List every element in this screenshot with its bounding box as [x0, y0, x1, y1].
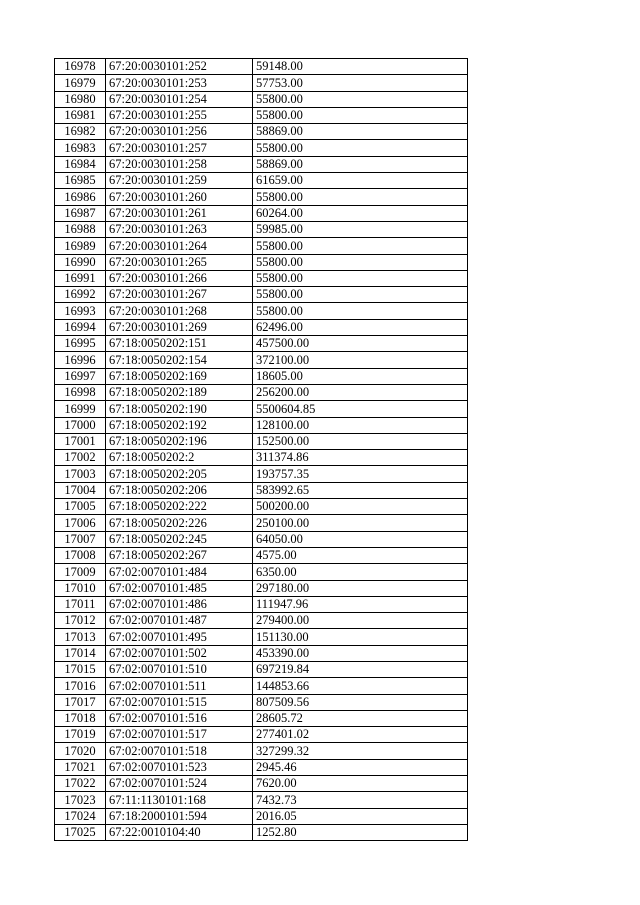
value-cell: 2945.46	[253, 759, 468, 775]
value-cell: 277401.02	[253, 727, 468, 743]
cadastral-number-cell: 67:20:0030101:259	[106, 173, 253, 189]
cadastral-number-cell: 67:20:0030101:260	[106, 189, 253, 205]
table-row	[55, 352, 468, 368]
table-row	[55, 710, 468, 726]
cadastral-number-cell: 67:20:0030101:254	[106, 91, 253, 107]
value-cell: 111947.96	[253, 596, 468, 612]
cadastral-number-cell: 67:18:0050202:267	[106, 547, 253, 563]
cadastral-number-cell: 67:20:0030101:252	[106, 59, 253, 75]
row-number-cell: 16998	[55, 384, 106, 400]
table-row	[55, 205, 468, 221]
cadastral-number-cell: 67:20:0030101:268	[106, 303, 253, 319]
value-cell: 62496.00	[253, 319, 468, 335]
table-row	[55, 270, 468, 286]
row-number-cell: 17004	[55, 482, 106, 498]
table-row	[55, 776, 468, 792]
cadastral-number-cell: 67:20:0030101:264	[106, 238, 253, 254]
cadastral-number-cell: 67:02:0070101:487	[106, 613, 253, 629]
value-cell: 55800.00	[253, 254, 468, 270]
cadastral-number-cell: 67:02:0070101:502	[106, 645, 253, 661]
row-number-cell: 16980	[55, 91, 106, 107]
cadastral-number-cell: 67:20:0030101:258	[106, 156, 253, 172]
cadastral-number-cell: 67:02:0070101:495	[106, 629, 253, 645]
cadastral-number-cell: 67:02:0070101:517	[106, 727, 253, 743]
cadastral-number-cell: 67:18:0050202:169	[106, 368, 253, 384]
value-cell: 64050.00	[253, 531, 468, 547]
row-number-cell: 16982	[55, 124, 106, 140]
value-cell: 55800.00	[253, 270, 468, 286]
table-row	[55, 450, 468, 466]
row-number-cell: 17007	[55, 531, 106, 547]
row-number-cell: 16978	[55, 59, 106, 75]
value-cell: 7620.00	[253, 776, 468, 792]
row-number-cell: 17000	[55, 417, 106, 433]
value-cell: 297180.00	[253, 580, 468, 596]
row-number-cell: 17010	[55, 580, 106, 596]
cadastral-number-cell: 67:20:0030101:267	[106, 287, 253, 303]
cadastral-number-cell: 67:02:0070101:511	[106, 678, 253, 694]
row-number-cell: 17017	[55, 694, 106, 710]
cadastral-number-cell: 67:20:0030101:269	[106, 319, 253, 335]
value-cell: 58869.00	[253, 124, 468, 140]
value-cell: 807509.56	[253, 694, 468, 710]
value-cell: 7432.73	[253, 792, 468, 808]
row-number-cell: 17022	[55, 776, 106, 792]
cadastral-number-cell: 67:02:0070101:486	[106, 596, 253, 612]
cadastral-number-cell: 67:22:0010104:40	[106, 824, 253, 840]
row-number-cell: 17025	[55, 824, 106, 840]
value-cell: 60264.00	[253, 205, 468, 221]
value-cell: 57753.00	[253, 75, 468, 91]
row-number-cell: 16984	[55, 156, 106, 172]
value-cell: 55800.00	[253, 303, 468, 319]
table-row	[55, 59, 468, 75]
table-row	[55, 743, 468, 759]
table-row	[55, 792, 468, 808]
cadastral-number-cell: 67:18:0050202:222	[106, 499, 253, 515]
value-cell: 61659.00	[253, 173, 468, 189]
cadastral-number-cell: 67:02:0070101:484	[106, 564, 253, 580]
cadastral-number-cell: 67:18:0050202:151	[106, 336, 253, 352]
cadastral-number-cell: 67:18:0050202:192	[106, 417, 253, 433]
table-row	[55, 384, 468, 400]
row-number-cell: 16992	[55, 287, 106, 303]
value-cell: 4575.00	[253, 547, 468, 563]
row-number-cell: 16996	[55, 352, 106, 368]
table-row	[55, 759, 468, 775]
row-number-cell: 17005	[55, 499, 106, 515]
cadastral-number-cell: 67:18:0050202:189	[106, 384, 253, 400]
table-row	[55, 694, 468, 710]
table-row	[55, 368, 468, 384]
value-cell: 6350.00	[253, 564, 468, 580]
table-row	[55, 808, 468, 824]
row-number-cell: 16994	[55, 319, 106, 335]
table-row	[55, 824, 468, 840]
value-cell: 152500.00	[253, 433, 468, 449]
value-cell: 256200.00	[253, 384, 468, 400]
value-cell: 5500604.85	[253, 401, 468, 417]
cadastral-number-cell: 67:18:0050202:190	[106, 401, 253, 417]
table-row	[55, 727, 468, 743]
table-row	[55, 678, 468, 694]
value-cell: 697219.84	[253, 661, 468, 677]
table-row	[55, 547, 468, 563]
row-number-cell: 16995	[55, 336, 106, 352]
row-number-cell: 17013	[55, 629, 106, 645]
row-number-cell: 16997	[55, 368, 106, 384]
table-row	[55, 645, 468, 661]
cadastral-number-cell: 67:02:0070101:516	[106, 710, 253, 726]
row-number-cell: 17019	[55, 727, 106, 743]
cadastral-number-cell: 67:18:0050202:206	[106, 482, 253, 498]
cadastral-number-cell: 67:18:0050202:226	[106, 515, 253, 531]
value-cell: 311374.86	[253, 450, 468, 466]
cadastral-number-cell: 67:20:0030101:263	[106, 221, 253, 237]
value-cell: 151130.00	[253, 629, 468, 645]
table-row	[55, 336, 468, 352]
table-row	[55, 499, 468, 515]
value-cell: 500200.00	[253, 499, 468, 515]
value-cell: 55800.00	[253, 287, 468, 303]
table-row	[55, 189, 468, 205]
row-number-cell: 17021	[55, 759, 106, 775]
table-row	[55, 596, 468, 612]
cadastral-number-cell: 67:20:0030101:256	[106, 124, 253, 140]
row-number-cell: 17006	[55, 515, 106, 531]
table-body	[55, 59, 468, 841]
row-number-cell: 16999	[55, 401, 106, 417]
table-row	[55, 107, 468, 123]
value-cell: 2016.05	[253, 808, 468, 824]
table-row	[55, 515, 468, 531]
row-number-cell: 17023	[55, 792, 106, 808]
cadastral-number-cell: 67:02:0070101:485	[106, 580, 253, 596]
cadastral-number-cell: 67:11:1130101:168	[106, 792, 253, 808]
table-row	[55, 221, 468, 237]
value-cell: 59985.00	[253, 221, 468, 237]
value-cell: 55800.00	[253, 189, 468, 205]
cadastral-number-cell: 67:02:0070101:515	[106, 694, 253, 710]
row-number-cell: 16986	[55, 189, 106, 205]
cadastral-number-cell: 67:18:2000101:594	[106, 808, 253, 824]
value-cell: 55800.00	[253, 107, 468, 123]
value-cell: 58869.00	[253, 156, 468, 172]
value-cell: 193757.35	[253, 466, 468, 482]
cadastral-number-cell: 67:02:0070101:524	[106, 776, 253, 792]
row-number-cell: 16993	[55, 303, 106, 319]
value-cell: 279400.00	[253, 613, 468, 629]
table-row	[55, 482, 468, 498]
table-row	[55, 661, 468, 677]
row-number-cell: 17015	[55, 661, 106, 677]
row-number-cell: 16991	[55, 270, 106, 286]
cadastral-number-cell: 67:18:0050202:196	[106, 433, 253, 449]
table-row	[55, 124, 468, 140]
table-row	[55, 531, 468, 547]
table-row	[55, 91, 468, 107]
cadastral-number-cell: 67:02:0070101:510	[106, 661, 253, 677]
row-number-cell: 17003	[55, 466, 106, 482]
table-row	[55, 303, 468, 319]
table-row	[55, 238, 468, 254]
row-number-cell: 16987	[55, 205, 106, 221]
row-number-cell: 16979	[55, 75, 106, 91]
cadastral-number-cell: 67:18:0050202:205	[106, 466, 253, 482]
row-number-cell: 16983	[55, 140, 106, 156]
row-number-cell: 17018	[55, 710, 106, 726]
value-cell: 55800.00	[253, 238, 468, 254]
row-number-cell: 16985	[55, 173, 106, 189]
cadastral-number-cell: 67:20:0030101:265	[106, 254, 253, 270]
row-number-cell: 17024	[55, 808, 106, 824]
row-number-cell: 17008	[55, 547, 106, 563]
value-cell: 457500.00	[253, 336, 468, 352]
table-row	[55, 287, 468, 303]
cadastral-number-cell: 67:20:0030101:261	[106, 205, 253, 221]
table-row	[55, 140, 468, 156]
value-cell: 59148.00	[253, 59, 468, 75]
table-row	[55, 156, 468, 172]
value-cell: 250100.00	[253, 515, 468, 531]
table-row	[55, 564, 468, 580]
value-cell: 18605.00	[253, 368, 468, 384]
cadastral-number-cell: 67:20:0030101:253	[106, 75, 253, 91]
row-number-cell: 17009	[55, 564, 106, 580]
row-number-cell: 17011	[55, 596, 106, 612]
cadastral-number-cell: 67:18:0050202:154	[106, 352, 253, 368]
row-number-cell: 16981	[55, 107, 106, 123]
table-row	[55, 319, 468, 335]
cadastral-number-cell: 67:02:0070101:518	[106, 743, 253, 759]
row-number-cell: 17020	[55, 743, 106, 759]
cadastral-number-cell: 67:20:0030101:255	[106, 107, 253, 123]
value-cell: 28605.72	[253, 710, 468, 726]
value-cell: 583992.65	[253, 482, 468, 498]
cadastral-number-cell: 67:02:0070101:523	[106, 759, 253, 775]
value-cell: 128100.00	[253, 417, 468, 433]
value-cell: 372100.00	[253, 352, 468, 368]
row-number-cell: 17016	[55, 678, 106, 694]
value-cell: 55800.00	[253, 91, 468, 107]
table-row	[55, 417, 468, 433]
table-row	[55, 629, 468, 645]
table-row	[55, 580, 468, 596]
table-row	[55, 75, 468, 91]
row-number-cell: 17001	[55, 433, 106, 449]
row-number-cell: 17012	[55, 613, 106, 629]
row-number-cell: 17014	[55, 645, 106, 661]
row-number-cell: 16990	[55, 254, 106, 270]
value-cell: 144853.66	[253, 678, 468, 694]
table-row	[55, 613, 468, 629]
row-number-cell: 16989	[55, 238, 106, 254]
row-number-cell: 16988	[55, 221, 106, 237]
value-cell: 1252.80	[253, 824, 468, 840]
cadastral-number-cell: 67:18:0050202:245	[106, 531, 253, 547]
value-cell: 453390.00	[253, 645, 468, 661]
table-row	[55, 401, 468, 417]
table-row	[55, 466, 468, 482]
table-row	[55, 254, 468, 270]
cadastral-number-cell: 67:20:0030101:257	[106, 140, 253, 156]
table-row	[55, 173, 468, 189]
value-cell: 327299.32	[253, 743, 468, 759]
row-number-cell: 17002	[55, 450, 106, 466]
data-table	[54, 58, 468, 841]
value-cell: 55800.00	[253, 140, 468, 156]
cadastral-number-cell: 67:20:0030101:266	[106, 270, 253, 286]
cadastral-number-cell: 67:18:0050202:2	[106, 450, 253, 466]
table-row	[55, 433, 468, 449]
